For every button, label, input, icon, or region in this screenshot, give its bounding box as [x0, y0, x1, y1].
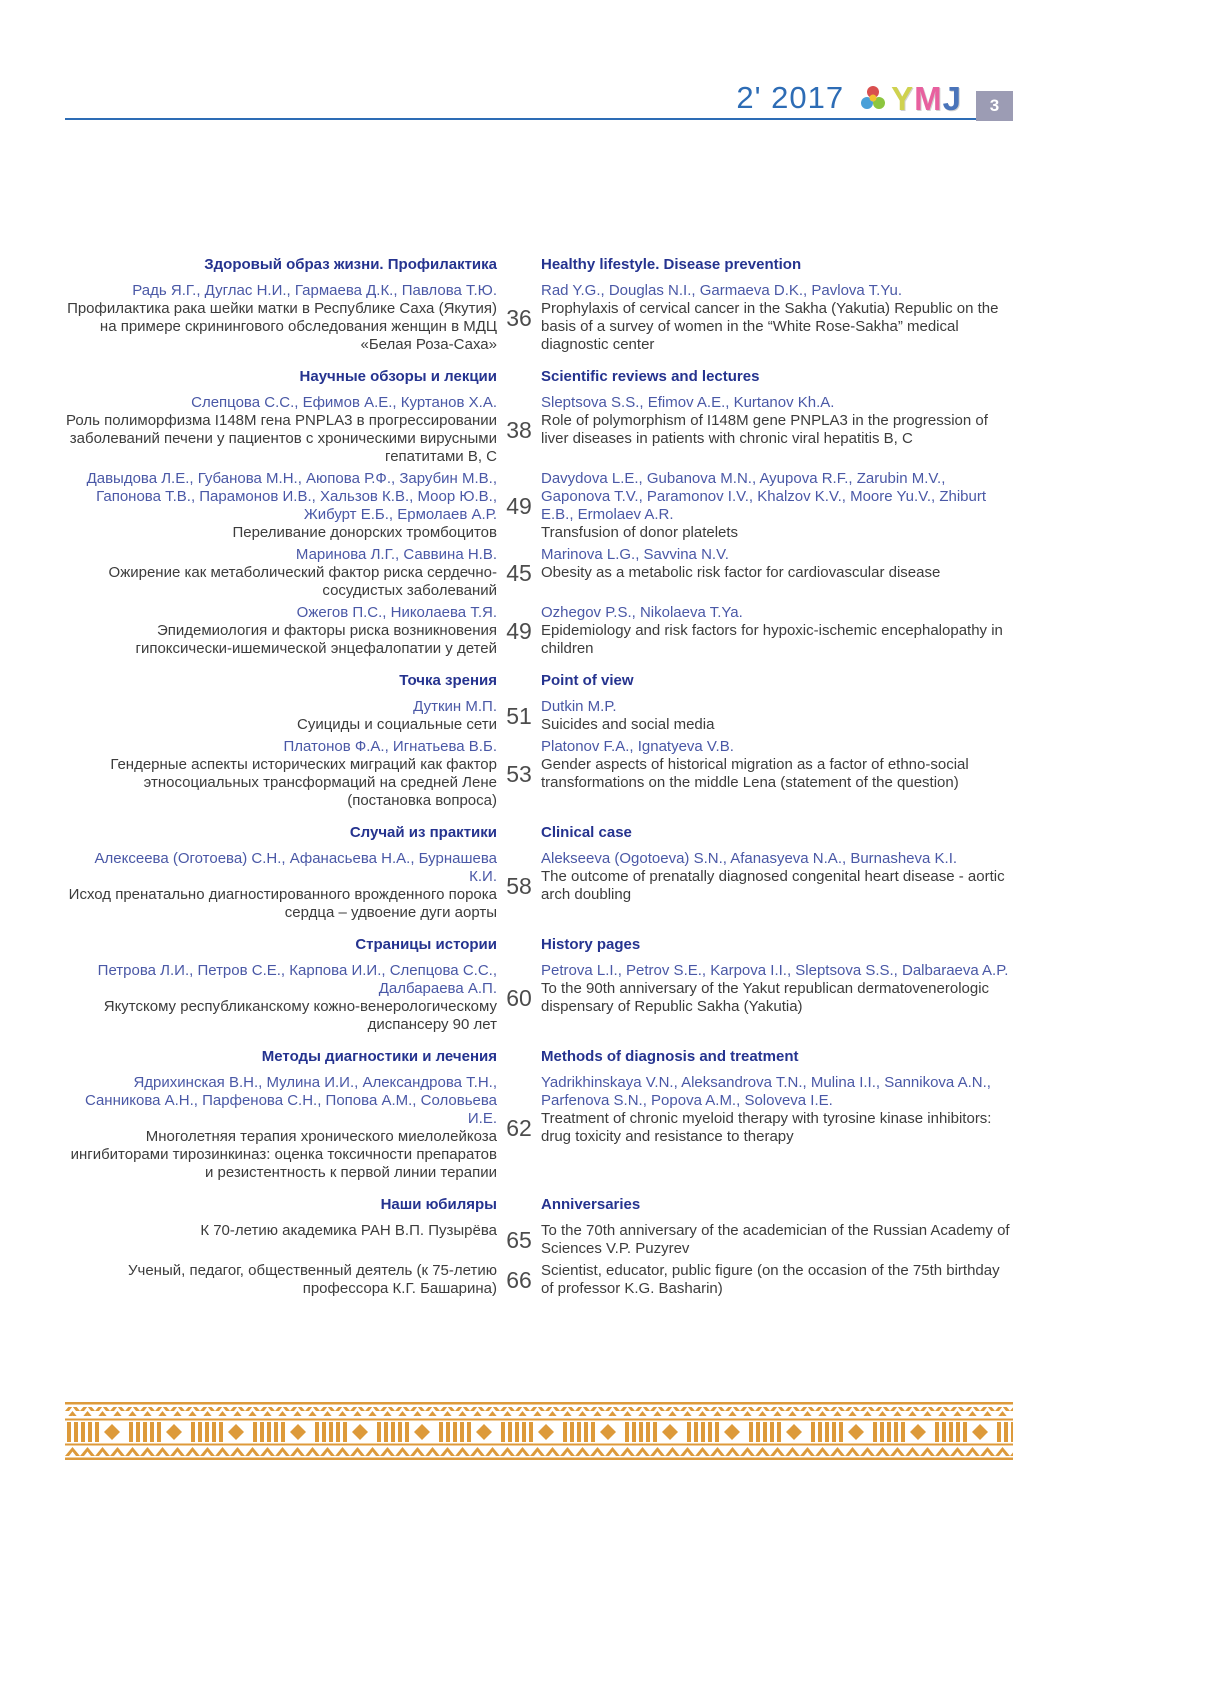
authors-en: Rad Y.G., Douglas N.I., Garmaeva D.K., Pavlova T.Yu. — [541, 282, 903, 299]
authors-en: Alekseeva (Ogotoeva) S.N., Afanasyeva N.A., Burnasheva K.I. — [541, 850, 958, 867]
toc-entry — [65, 394, 1013, 466]
title-en: Obesity as a metabolic risk factor for cardiovascular disease — [541, 564, 941, 581]
page-number: 62 — [506, 1114, 532, 1141]
section-heading-ru: Страницы истории — [355, 936, 497, 953]
entry-ru-cell — [65, 282, 497, 354]
title-en: Role of polymorphism of I148M gene PNPLA3 in the progression of liver diseases in patients with chronic viral hepatitis B, C — [541, 412, 988, 447]
section-heading-en: Methods of diagnosis and treatment — [541, 1048, 799, 1065]
page-number-badge: 3 — [976, 91, 1013, 121]
title-ru: Ученый, педагог, общественный деятель (к 75-летию профессора К.Г. Башарина) — [127, 1262, 497, 1297]
authors-en: Yadrikhinskaya V.N., Aleksandrova T.N., Mulina I.I., Sannikova A.N., Parfenova S.N., Popova A.M., Soloveva I.E. — [541, 1074, 991, 1109]
toc-entry — [65, 282, 1013, 354]
title-ru: Эпидемиология и факторы риска возникновения гипоксически-ишемической энцефалопатии у детей — [135, 622, 497, 657]
toc-entry — [65, 1074, 1013, 1182]
page-number: 49 — [506, 492, 532, 519]
authors-en: Marinova L.G., Savvina N.V. — [541, 546, 729, 563]
logo-letters — [891, 82, 962, 115]
authors-en: Platonov F.A., Ignatyeva V.B. — [541, 738, 734, 755]
title-ru: Ожирение как метаболический фактор риска сердечно-сосудистых заболеваний — [108, 564, 497, 599]
toc-entry — [65, 738, 1013, 810]
authors-ru: Алексеева (Оготоева) С.Н., Афанасьева Н.А., Бурнашева К.И. — [94, 850, 497, 885]
entry-en-cell — [541, 394, 1013, 466]
page-number: 38 — [506, 416, 532, 443]
title-en: Treatment of chronic myeloid therapy with tyrosine kinase inhibitors: drug toxicity and resistance to therapy — [541, 1110, 992, 1145]
page-number: 66 — [506, 1266, 532, 1293]
entry-en-cell — [541, 546, 1013, 600]
toc-entry — [65, 604, 1013, 658]
ymj-logo — [858, 82, 962, 115]
logo-letter-m: M — [914, 80, 943, 117]
title-ru: Исход пренатально диагностированного врожденного порока сердца – удвоение дуги аорты — [68, 886, 497, 921]
authors-ru: Слепцова С.С., Ефимов А.Е., Куртанов Х.А. — [191, 394, 497, 411]
title-en: The outcome of prenatally diagnosed congenital heart disease - aortic arch doubling — [541, 868, 1005, 903]
entry-en-cell — [541, 604, 1013, 658]
entry-en-cell — [541, 1074, 1013, 1182]
page-number: 65 — [506, 1226, 532, 1253]
issue-label: 2' 2017 — [736, 80, 845, 115]
title-en: Suicides and social media — [541, 716, 715, 733]
ornament-band-svg — [65, 1402, 1013, 1460]
entry-ru-cell — [65, 962, 497, 1034]
authors-ru: Дуткин М.П. — [413, 698, 497, 715]
title-ru: Якутскому республиканскому кожно-венерологическому диспансеру 90 лет — [103, 998, 497, 1033]
entry-ru-cell — [65, 394, 497, 466]
authors-en: Dutkin M.P. — [541, 698, 617, 715]
section-heading-row — [65, 256, 1013, 274]
section-heading-ru: Методы диагностики и лечения — [261, 1048, 497, 1065]
heading-spacer — [497, 1196, 541, 1214]
section-heading-row — [65, 1048, 1013, 1066]
heading-spacer — [497, 256, 541, 274]
section-heading-row — [65, 1196, 1013, 1214]
entry-en-cell — [541, 282, 1013, 354]
toc-entry — [65, 962, 1013, 1034]
section-heading-en: Point of view — [541, 672, 634, 689]
page-number: 60 — [506, 984, 532, 1011]
table-of-contents — [65, 256, 1013, 1302]
entry-en-cell — [541, 1262, 1013, 1298]
title-en: Gender aspects of historical migration as a factor of ethno-social transformations on the middle Lena (statement of the question) — [541, 756, 969, 791]
title-en: Prophylaxis of cervical cancer in the Sakha (Yakutia) Republic on the basis of a survey of women in the “White Rose-Sakha” medical diagnostic center — [541, 300, 999, 353]
toc-entry — [65, 850, 1013, 922]
section-heading-ru: Точка зрения — [399, 672, 497, 689]
entry-ru-cell — [65, 1262, 497, 1298]
entry-en-cell — [541, 962, 1013, 1034]
title-en: Scientist, educator, public figure (on the occasion of the 75th birthday of professor K.G. Basharin) — [541, 1262, 1000, 1297]
entry-ru-cell — [65, 698, 497, 734]
authors-en: Petrova L.I., Petrov S.E., Karpova I.I., Sleptsova S.S., Dalbaraeva A.P. — [541, 962, 1009, 979]
toc-entry — [65, 470, 1013, 542]
entry-en-cell — [541, 850, 1013, 922]
section-heading-ru: Здоровый образ жизни. Профилактика — [204, 256, 497, 273]
title-ru: Роль полиморфизма I148M гена PNPLA3 в прогрессировании заболеваний печени у пациентов с хроническими вирусными гепатитами B, C — [66, 412, 497, 465]
page-number: 58 — [506, 872, 532, 899]
title-en: Transfusion of donor platelets — [541, 524, 739, 541]
section-heading-row — [65, 368, 1013, 386]
authors-ru: Петрова Л.И., Петров С.Е., Карпова И.И., Слепцова С.С., Далбараева А.П. — [97, 962, 497, 997]
section-heading-row — [65, 936, 1013, 954]
authors-en: Sleptsova S.S., Efimov A.E., Kurtanov Kh.A. — [541, 394, 835, 411]
title-ru: Профилактика рака шейки матки в Республике Саха (Якутия) на примере скринингового обследования женщин в МДЦ «Белая Роза-Саха» — [67, 300, 497, 353]
page-number: 45 — [506, 559, 532, 586]
authors-ru: Радь Я.Г., Дуглас Н.И., Гармаева Д.К., Павлова Т.Ю. — [132, 282, 497, 299]
title-en: To the 90th anniversary of the Yakut republican dermatovenerologic dispensary of Republic Sakha (Yakutia) — [541, 980, 990, 1015]
entry-ru-cell — [65, 850, 497, 922]
entry-en-cell — [541, 698, 1013, 734]
section-heading-ru: Случай из практики — [349, 824, 497, 841]
entry-ru-cell — [65, 738, 497, 810]
entry-en-cell — [541, 470, 1013, 542]
authors-en: Ozhegov P.S., Nikolaeva T.Ya. — [541, 604, 743, 621]
page-number: 53 — [506, 760, 532, 787]
page-number: 51 — [506, 702, 532, 729]
toc-entry — [65, 546, 1013, 600]
heading-spacer — [497, 1048, 541, 1066]
title-en: To the 70th anniversary of the academician of the Russian Academy of Sciences V.P. Puzyrev — [541, 1222, 1010, 1257]
section-heading-en: Clinical case — [541, 824, 632, 841]
heading-spacer — [497, 936, 541, 954]
heading-spacer — [497, 672, 541, 690]
section-heading-en: Anniversaries — [541, 1196, 641, 1213]
entry-ru-cell — [65, 546, 497, 600]
authors-ru: Маринова Л.Г., Саввина Н.В. — [295, 546, 497, 563]
title-ru: К 70-летию академика РАН В.П. Пузырёва — [200, 1222, 497, 1239]
logo-letter-j: J — [942, 80, 962, 117]
authors-ru: Давыдова Л.Е., Губанова М.Н., Аюпова Р.Ф., Зарубин М.В., Гапонова Т.В., Парамонов И.В., Хальзов К.В., Моор Ю.В., Жибурт Е.Б., Ермолаев А.Р. — [86, 470, 497, 523]
authors-ru: Ожегов П.С., Николаева Т.Я. — [296, 604, 497, 621]
authors-ru: Платонов Ф.А., Игнатьева В.Б. — [283, 738, 497, 755]
authors-ru: Ядрихинская В.Н., Мулина И.И., Александрова Т.Н., Санникова А.Н., Парфенова С.Н., Попова А.М., Соловьева И.Е. — [84, 1074, 497, 1127]
title-ru: Суициды и социальные сети — [297, 716, 497, 733]
section-heading-row — [65, 824, 1013, 842]
entry-ru-cell — [65, 1074, 497, 1182]
entry-en-cell — [541, 738, 1013, 810]
toc-entry — [65, 698, 1013, 734]
section-heading-row — [65, 672, 1013, 690]
title-en: Epidemiology and risk factors for hypoxic-ischemic encephalopathy in children — [541, 622, 1003, 657]
section-heading-en: Healthy lifestyle. Disease prevention — [541, 256, 802, 273]
title-ru: Гендерные аспекты исторических миграций как фактор этносоциальных трансформаций на средней Лене (постановка вопроса) — [110, 756, 497, 809]
title-ru: Переливание донорских тромбоцитов — [232, 524, 497, 541]
page-header — [65, 82, 1013, 120]
page-number: 49 — [506, 617, 532, 644]
section-heading-en: Scientific reviews and lectures — [541, 368, 760, 385]
heading-spacer — [497, 824, 541, 842]
heading-spacer — [497, 368, 541, 386]
page-number: 36 — [506, 304, 532, 331]
footer-ornament — [65, 1402, 1013, 1460]
entry-ru-cell — [65, 604, 497, 658]
entry-ru-cell — [65, 1222, 497, 1258]
authors-en: Davydova L.E., Gubanova M.N., Ayupova R.F., Zarubin M.V., Gaponova T.V., Paramonov I.V., Khalzov K.V., Moore Yu.V., Zhiburt E.B., Ermolaev A.R. — [541, 470, 987, 523]
section-heading-ru: Наши юбиляры — [380, 1196, 497, 1213]
journal-logo-icon — [858, 83, 888, 115]
entry-ru-cell — [65, 470, 497, 542]
toc-entry — [65, 1222, 1013, 1258]
toc-entry — [65, 1262, 1013, 1298]
logo-letter-y: Y — [891, 80, 915, 117]
section-heading-ru: Научные обзоры и лекции — [299, 368, 497, 385]
entry-en-cell — [541, 1222, 1013, 1258]
title-ru: Многолетняя терапия хронического миелолейкоза ингибиторами тирозинкиназ: оценка токсичности препаратов и резистентность к первой линии терапии — [70, 1128, 497, 1181]
section-heading-en: History pages — [541, 936, 641, 953]
